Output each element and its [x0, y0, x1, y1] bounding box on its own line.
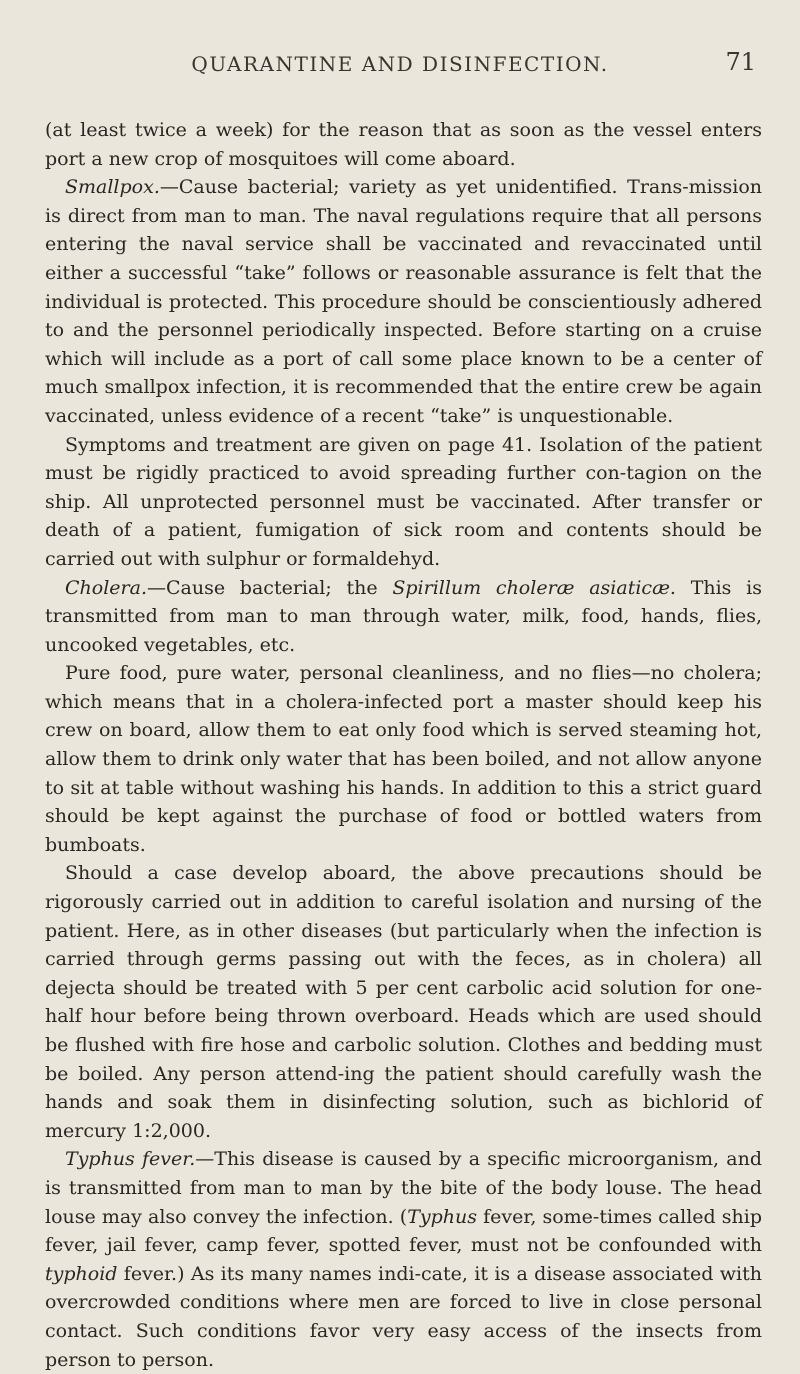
section-heading-typhus: Typhus fever. [65, 1148, 196, 1171]
paragraph-text: —This disease is caused by a specific microorganism, and is transmitted from man to man by the bite of the body louse. The head louse may also convey the infection. ( [45, 1148, 762, 1228]
body-text [45, 116, 762, 1374]
paragraph-smallpox-treatment [45, 431, 762, 574]
running-head [0, 48, 800, 80]
paragraph-cholera-case [45, 859, 762, 1145]
paragraph-text: (at least twice a week) for the reason that as soon as the vessel enters port a new crop of mosquitoes will come aboard. [45, 119, 762, 170]
paragraph-smallpox [45, 173, 762, 430]
disease-name: typhoid [45, 1262, 118, 1285]
paragraph-text: fever.) As its many names indi-cate, it is a disease associated with overcrowded conditions where men are forced to live in close personal contact. Such conditions favor very easy access of the insects from person to person. [45, 1262, 762, 1371]
paragraph-text: Should a case develop aboard, the above precautions should be rigorously carried out in addition to careful isolation and nursing of the patient. Here, as in other diseases (but particularly when the infection is carried through germs passing out with the feces, as in cholera) all dejecta should be treated with 5 per cent carbolic acid solution for one-half hour before being thrown overboard. Heads which are used should be flushed with fire hose and carbolic solution. Clothes and bedding must be boiled. Any person attend-ing the patient should carefully wash the hands and soak them in disinfecting solution, such as bichlorid of mercury 1:2,000. [45, 862, 762, 1142]
paragraph-cholera [45, 574, 762, 660]
paragraph-continuation [45, 116, 762, 173]
paragraph-text: Pure food, pure water, personal cleanliness, and no flies—no cholera; which means that in a cholera-infected port a master should keep his crew on board, allow them to eat only food which is served steaming hot, allow them to drink only water that has been boiled, and not allow anyone to sit at table without washing his hands. In addition to this a strict guard should be kept against the purchase of food or bottled waters from bumboats. [45, 662, 762, 856]
paragraph-cholera-prevention [45, 659, 762, 859]
page-number: 71 [725, 48, 756, 76]
section-heading-cholera: Cholera. [65, 576, 147, 599]
paragraph-text: —Cause bacterial; the [146, 576, 393, 599]
paragraph-typhus [45, 1145, 762, 1374]
running-title: QUARANTINE AND DISINFECTION. [191, 52, 609, 76]
organism-name: Spirillum choleræ asiaticæ. [392, 576, 676, 599]
paragraph-text: —Cause bacterial; variety as yet unidentified. Trans-mission is direct from man to man. The naval regulations require that all persons entering the naval service shall be vaccinated and revaccinated until either a successful “take” follows or reasonable assurance is felt that the individual is protected. This procedure should be conscientiously adhered to and the personnel periodically inspected. Before starting on a cruise which will include as a port of call some place known to be a center of much smallpox infection, it is recommended that the entire crew be again vaccinated, unless evidence of a recent “take” is unquestionable. [45, 176, 762, 427]
paragraph-text: Symptoms and treatment are given on page 41. Isolation of the patient must be rigidly practiced to avoid spreading further con-tagion on the ship. All unprotected personnel must be vaccinated. After transfer or death of a patient, fumigation of sick room and contents should be carried out with sulphur or formaldehyd. [45, 433, 762, 570]
section-heading-smallpox: Smallpox. [65, 176, 160, 199]
paragraph-text: This is transmitted from man to man through water, milk, food, hands, flies, uncooked vegetables, etc. [45, 576, 762, 656]
disease-name: Typhus [407, 1205, 477, 1228]
paragraph-text: fever, some-times called ship fever, jail fever, camp fever, spotted fever, must not be confounded with [45, 1205, 763, 1257]
